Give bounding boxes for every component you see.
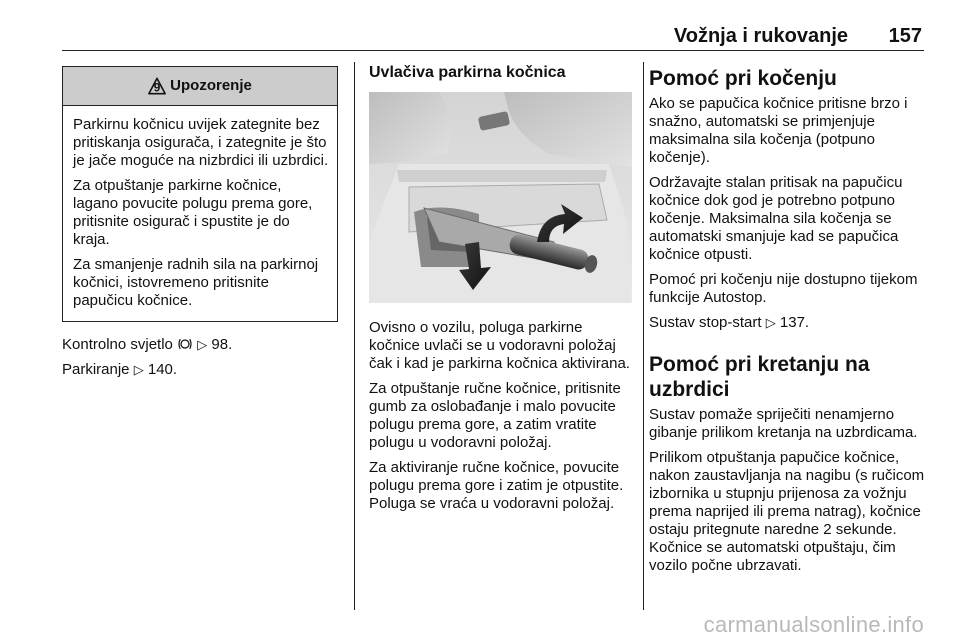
reference-text: Kontrolno svjetlo	[62, 336, 173, 353]
warning-body	[63, 106, 337, 321]
warning-box	[62, 66, 338, 322]
body-paragraph: Sustav pomaže spriječiti nenamjerno gibanje prilikom kretanja na uzbrdicama.	[649, 406, 918, 441]
warning-paragraph: Parkirnu kočnicu uvijek zategnite bez pritiskanja osigurača, i zategnite je što je jače moguće na nizbrdici ili uzbrdici.	[73, 116, 329, 169]
body-paragraph: Ako se papučica kočnice pritisne brzo i snažno, automatski se primjenjuje maksimalna sila kočenja (potpuno kočenje).	[649, 95, 908, 166]
reference-page[interactable]: 140.	[147, 361, 178, 378]
section-heading: Pomoć pri kretanju na uzbrdici	[649, 353, 870, 401]
column-2	[369, 62, 633, 520]
warning-triangle-icon	[148, 77, 166, 95]
section-title: Uvlačiva parkirna kočnica	[369, 64, 566, 81]
brake-lamp-icon	[177, 337, 193, 351]
reference-text: Parkiranje	[62, 361, 130, 378]
warning-paragraph: Za smanjenje radnih sila na parkirnoj kočnici, istovremeno pritisnite papučicu kočnice.	[73, 256, 319, 309]
section-heading: Pomoć pri kočenju	[649, 67, 837, 90]
reference-arrow-icon: ▷	[133, 362, 144, 377]
header-rule	[62, 50, 924, 51]
page-number: 157	[888, 25, 922, 47]
warning-header	[63, 67, 337, 106]
body-paragraph: Ovisno o vozilu, poluga parkirne kočnice uvlači se u vodoravni položaj čak i kad je parkirna kočnica aktivirana.	[369, 319, 630, 372]
reference-text: Sustav stop-start	[649, 314, 762, 331]
svg-text:9: 9	[153, 81, 161, 95]
parking-brake-lever-image	[369, 92, 632, 303]
column-1	[62, 62, 338, 386]
watermark: carmanualsonline.info	[703, 612, 924, 637]
body-paragraph: Pomoć pri kočenju nije dostupno tijekom funkcije Autostop.	[649, 271, 918, 306]
column-divider	[643, 62, 644, 610]
warning-title: Upozorenje	[170, 77, 252, 94]
body-paragraph: Prilikom otpuštanja papučice kočnice, nakon zaustavljanja na nagibu (s ručicom izbornika u stupnju prijenosa za vožnju prema naprijed ili prema natrag), kočnice ostaju pritegnute naredne 2 sekunde. Kočnice se automatski otpuštaju, čim vozilo počne ubrzavati.	[649, 449, 925, 574]
warning-paragraph: Za otpuštanje parkirne kočnice, lagano povucite polugu prema gore, pritisnite osigurač i spustite je do kraja.	[73, 177, 313, 248]
reference-page[interactable]: 137.	[779, 314, 810, 331]
parking-brake-illustration	[369, 92, 632, 303]
reference-arrow-icon: ▷	[197, 337, 208, 352]
reference-arrow-icon: ▷	[765, 315, 776, 330]
reference-line	[649, 314, 931, 332]
body-paragraph: Za aktiviranje ručne kočnice, povucite polugu prema gore i zatim je otpustite. Poluga se vraća u vodoravni položaj.	[369, 459, 624, 512]
body-paragraph: Održavajte stalan pritisak na papučicu kočnice dok god je potrebno potpuno kočenje. Maksimalna sila kočenja se automatski smanjuje kad se papučica kočnice otpusti.	[649, 174, 903, 263]
reference-page[interactable]: 98.	[211, 336, 233, 353]
reference-line	[62, 336, 338, 354]
body-paragraph: Za otpuštanje ručne kočnice, pritisnite gumb za oslobađanje i malo povucite polugu prema gore, a zatim vratite polugu u vodoravni položaj.	[369, 380, 621, 451]
reference-line	[62, 361, 338, 379]
header-title: Vožnja i rukovanje	[673, 25, 848, 47]
column-divider	[354, 62, 355, 610]
column-3	[649, 62, 931, 582]
page-header	[0, 0, 960, 48]
